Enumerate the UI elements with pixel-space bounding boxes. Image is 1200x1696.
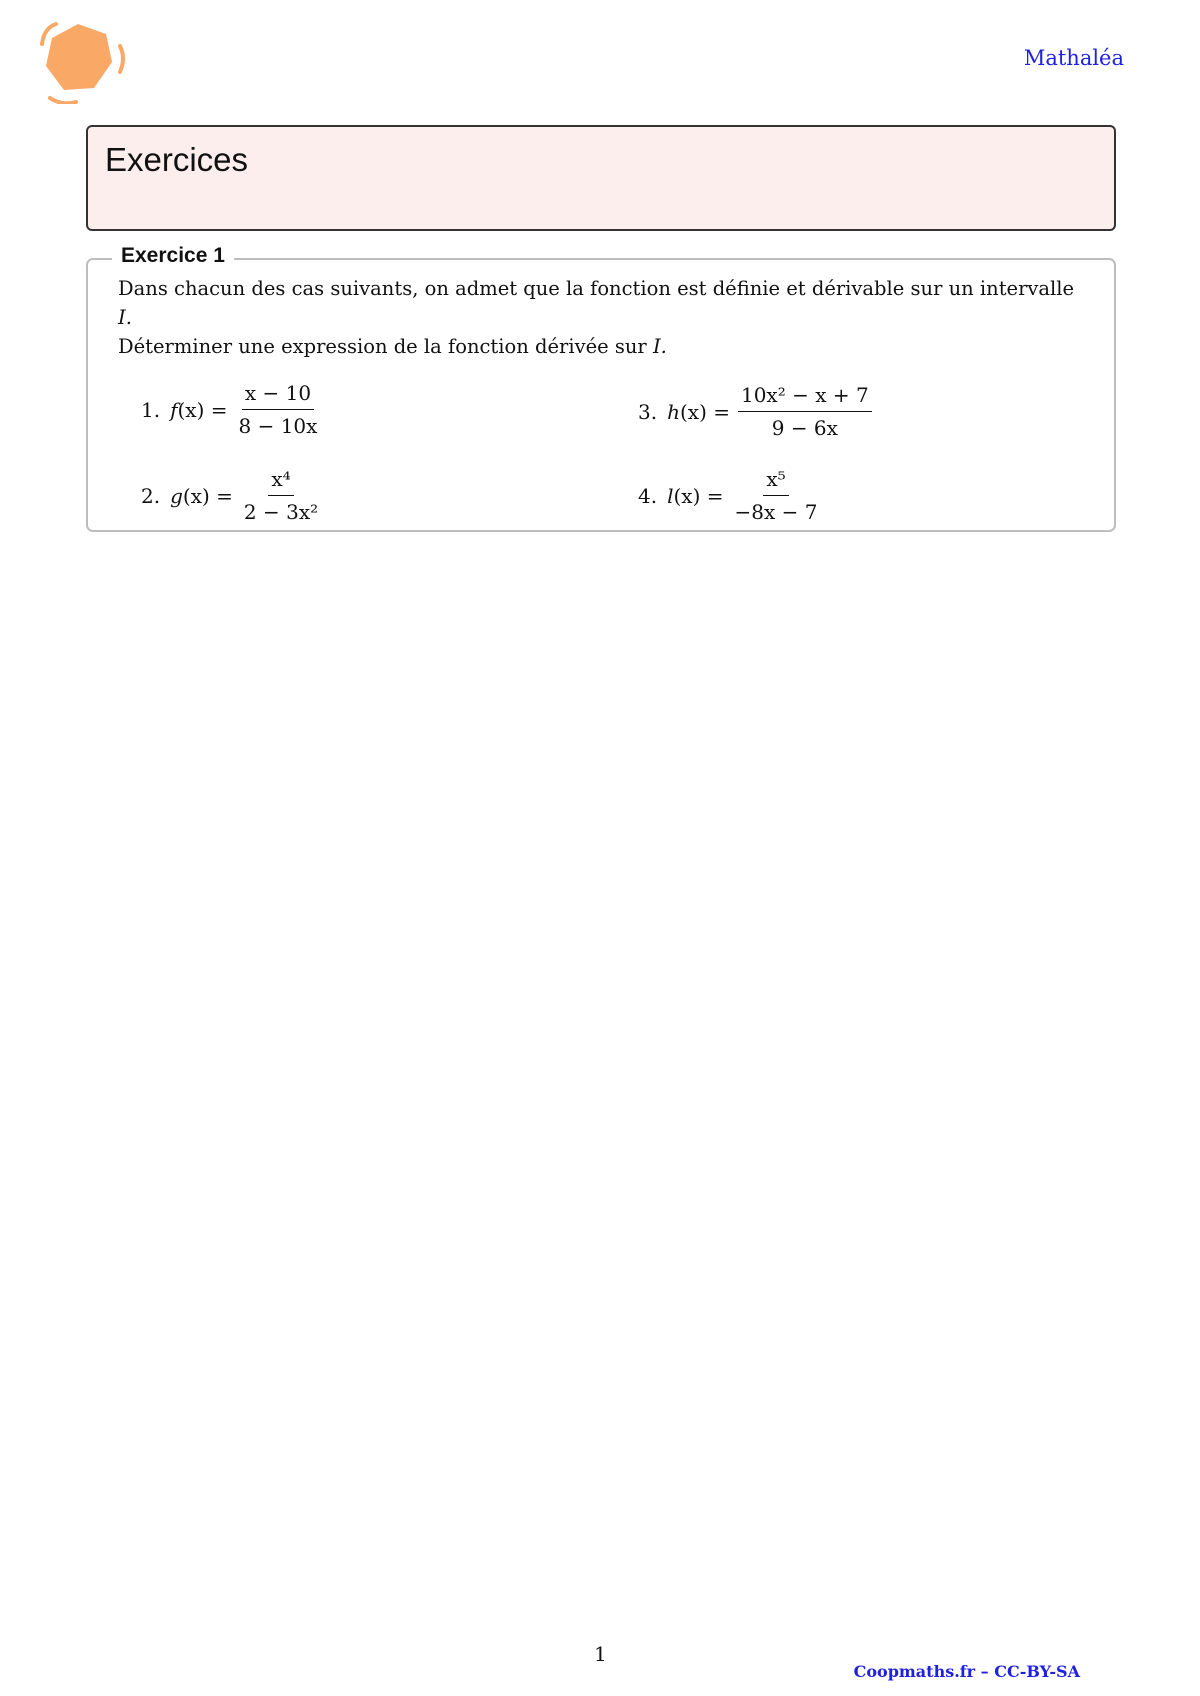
function-lhs — [667, 400, 730, 424]
list-item — [141, 380, 320, 439]
numerator: x − 10 — [242, 380, 314, 410]
exercise-instructions — [118, 274, 1098, 361]
item-number: 3. — [638, 399, 658, 424]
numerator: x⁴ — [268, 466, 293, 496]
denominator: −8x − 7 — [734, 500, 818, 524]
fraction — [738, 382, 872, 441]
footer-credit: Coopmaths.fr – CC-BY-SA — [853, 1662, 1080, 1681]
instruction-var-1: I. — [118, 306, 132, 329]
numerator: x⁵ — [763, 466, 788, 496]
fraction — [236, 380, 321, 439]
item-number: 4. — [638, 483, 658, 508]
function-lhs — [170, 484, 233, 508]
instruction-line-1 — [118, 274, 1098, 332]
denominator: 8 − 10x — [238, 414, 318, 438]
list-item — [638, 466, 820, 525]
function-lhs — [170, 398, 227, 422]
brand-name: Mathaléa — [1023, 46, 1124, 70]
exercise-title: Exercice 1 — [112, 244, 234, 268]
instruction-text-2: Déterminer une expression de la fonction dérivée sur — [118, 335, 647, 358]
instruction-var-2: I. — [652, 335, 667, 358]
function-lhs — [667, 484, 723, 508]
function-arg: (x) = — [182, 483, 233, 508]
title-box — [86, 125, 1116, 231]
page-title: Exercices — [105, 141, 249, 178]
item-number: 2. — [141, 483, 161, 508]
function-name: l — [667, 483, 674, 508]
list-item — [141, 466, 321, 525]
page-number: 1 — [594, 1642, 607, 1666]
item-number: 1. — [141, 397, 161, 422]
denominator: 9 − 6x — [771, 416, 838, 440]
function-name: f — [170, 397, 178, 422]
function-name: g — [170, 483, 183, 508]
instruction-line-2 — [118, 332, 1098, 361]
function-arg: (x) = — [177, 397, 228, 422]
function-arg: (x) = — [679, 399, 730, 424]
denominator: 2 − 3x² — [243, 500, 319, 524]
fraction — [732, 466, 821, 525]
numerator: 10x² − x + 7 — [738, 382, 872, 412]
function-name: h — [667, 399, 680, 424]
fraction — [241, 466, 321, 525]
instruction-text-1: Dans chacun des cas suivants, on admet que la fonction est définie et dérivable sur un intervalle — [118, 277, 1075, 300]
hexagon-logo-icon — [36, 14, 126, 104]
list-item — [638, 382, 872, 441]
function-arg: (x) = — [673, 483, 724, 508]
